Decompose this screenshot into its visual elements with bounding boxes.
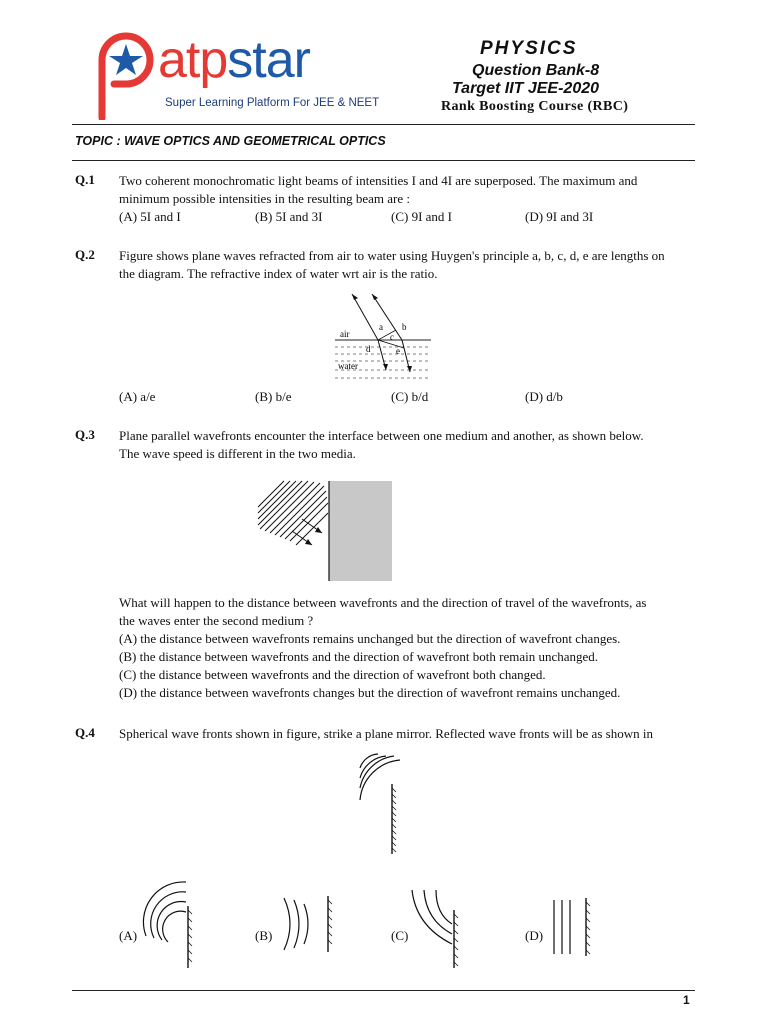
header-divider xyxy=(72,124,695,125)
label-water: water xyxy=(338,361,358,371)
question-number: Q.4 xyxy=(75,725,95,740)
option-c: (C) b/d xyxy=(391,389,429,404)
label-a: a xyxy=(379,322,383,332)
question-bank-label: Question Bank-8 xyxy=(472,62,600,79)
question-text: Spherical wave fronts shown in figure, strike a plane mirror. Reflected wave fronts will be as shown in xyxy=(119,726,653,741)
spherical-wavefront-mirror-diagram xyxy=(352,748,412,858)
label-e: e xyxy=(396,346,400,356)
logo-mark xyxy=(94,30,158,120)
question-number: Q.2 xyxy=(75,247,95,262)
option-c: (C) 9I and I xyxy=(391,209,453,224)
option-d: (D) the distance between wavefronts changes but the direction of wavefront remains unchanged. xyxy=(119,685,621,700)
option-d-figure xyxy=(546,896,606,960)
question-number: Q.1 xyxy=(75,172,95,187)
option-b: (B) the distance between wavefronts and the direction of wavefront both remain unchanged. xyxy=(119,649,599,664)
question-text: Two coherent monochromatic light beams of intensities I and 4I are superposed. The maximum and minimum possible intensities in the resulting beam are : xyxy=(119,173,638,206)
page-number: 1 xyxy=(683,993,690,1007)
question-number: Q.3 xyxy=(75,427,95,442)
option-c: (C) the distance between wavefronts and the direction of wavefront both changed. xyxy=(119,667,546,682)
option-a-figure xyxy=(142,876,202,970)
question-text: Figure shows plane waves refracted from air to water using Huygen's principle a, b, c, d, e are lengths on the diagram. The refractive index of water wrt air is the ratio. xyxy=(119,248,665,281)
subject-title: PHYSICS xyxy=(480,38,578,59)
target-label: Target IIT JEE-2020 xyxy=(452,80,600,97)
label-air: air xyxy=(340,329,350,339)
label-d: d xyxy=(366,344,371,354)
option-d: (D) d/b xyxy=(525,389,563,404)
option-list xyxy=(119,630,695,702)
option-b-figure xyxy=(280,892,340,956)
logo-wordmark: atpstar xyxy=(158,31,310,89)
option-a: (A) the distance between wavefronts remains unchanged but the direction of wavefront changes. xyxy=(119,631,621,646)
question-text-continued: What will happen to the distance between wavefronts and the direction of travel of the wavefronts, as the waves enter the second medium ? xyxy=(119,595,647,628)
course-label: Rank Boosting Course (RBC) xyxy=(441,99,629,114)
option-c-figure xyxy=(408,886,472,972)
option-b: (B) b/e xyxy=(255,389,292,404)
wavefront-interface-diagram xyxy=(252,475,398,585)
option-b: (B) xyxy=(255,928,273,943)
option-a: (A) a/e xyxy=(119,389,156,404)
option-a: (A) 5I and I xyxy=(119,209,181,224)
footer-divider xyxy=(72,990,695,991)
topic-heading: TOPIC : WAVE OPTICS AND GEOMETRICAL OPTICS xyxy=(75,134,386,148)
refraction-diagram xyxy=(332,290,434,382)
second-medium xyxy=(329,481,392,581)
option-d: (D) 9I and 3I xyxy=(525,209,594,224)
option-d: (D) xyxy=(525,928,544,943)
option-b: (B) 5I and 3I xyxy=(255,209,323,224)
label-b: b xyxy=(402,322,407,332)
topic-divider xyxy=(72,160,695,161)
option-c: (C) xyxy=(391,928,409,943)
star-icon xyxy=(109,44,143,75)
label-c: c xyxy=(390,332,394,342)
question-text: Plane parallel wavefronts encounter the interface between one medium and another, as shown below. The wave speed is different in the two media. xyxy=(119,428,644,461)
logo-tagline: Super Learning Platform For JEE & NEET xyxy=(165,97,380,109)
option-a: (A) xyxy=(119,928,138,943)
